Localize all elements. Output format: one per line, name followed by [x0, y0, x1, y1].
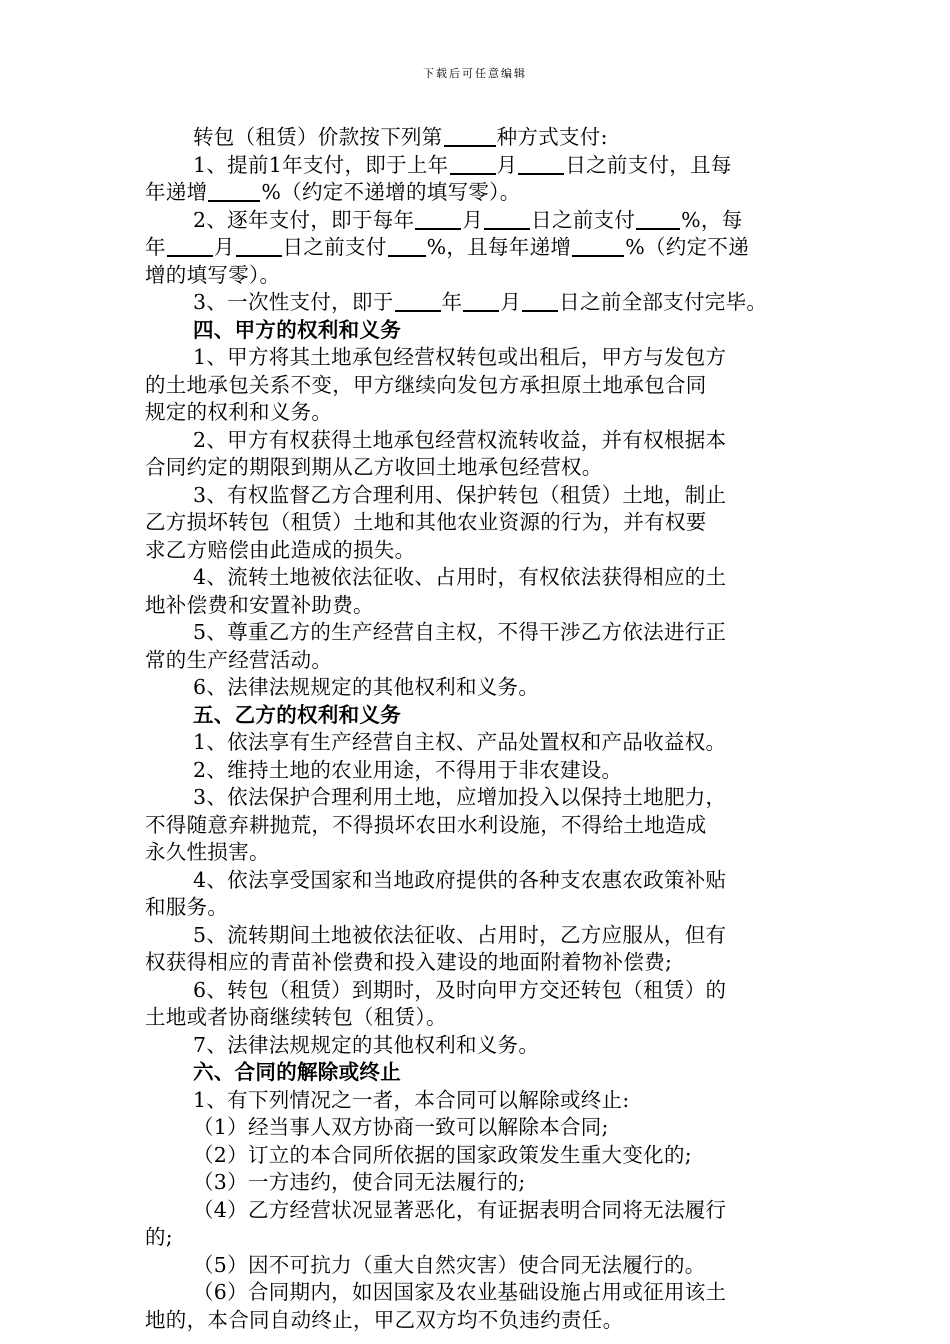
text-segment: 月	[462, 207, 484, 232]
blank-field	[484, 208, 530, 230]
text-segment: 日之前全部支付完毕。	[559, 290, 768, 314]
clause-line: 5、流转期间土地被依法征收、占用时，乙方应服从，但有	[193, 922, 727, 947]
text-segment: 日之前支付	[282, 235, 387, 259]
blank-field	[636, 208, 680, 230]
clause-line: （3）一方违约，使合同无法履行的;	[193, 1170, 526, 1194]
blank-field	[236, 235, 282, 257]
clause-line	[145, 152, 815, 180]
clause-line: 权获得相应的青苗补偿费和投入建设的地面附着物补偿费;	[145, 950, 673, 974]
text-segment: 年	[441, 290, 463, 314]
clause-line: 和服务。	[145, 895, 229, 919]
clause-line: 6、转包（租赁）到期时，及时向甲方交还转包（租赁）的	[193, 977, 727, 1002]
text-segment: %，且每年递增	[426, 235, 572, 259]
text-segment: 种方式支付:	[496, 125, 608, 149]
clause-line: 6、法律法规规定的其他权利和义务。	[193, 675, 540, 699]
text-segment: 3、一次性支付，即于	[193, 290, 394, 314]
contract-body	[145, 124, 815, 1334]
clause-line	[145, 207, 815, 235]
clause-line: 增的填写零）。	[145, 262, 281, 287]
clause-line: 1、依法享有生产经营自主权、产品处置权和产品收益权。	[193, 730, 727, 754]
text-segment: 日之前支付	[531, 207, 636, 232]
clause-line: 1、有下列情况之一者，本合同可以解除或终止:	[193, 1087, 630, 1112]
page-header-note: 下载后可任意编辑	[423, 67, 527, 80]
clause-line: 合同约定的期限到期从乙方收回土地承包经营权。	[145, 455, 603, 479]
clause-line: 土地或者协商继续转包（租赁）。	[145, 1005, 447, 1029]
clause-line: 地的，本合同自动终止，甲乙双方均不负违约责任。	[145, 1307, 624, 1332]
text-segment: 1、提前1年支付，即于上年	[193, 152, 449, 177]
clause-line: 7、法律法规规定的其他权利和义务。	[193, 1032, 540, 1057]
clause-line: 2、维持土地的农业用途，不得用于非农建设。	[193, 757, 623, 782]
blank-field	[415, 208, 461, 230]
blank-field	[518, 153, 564, 175]
blank-field	[444, 125, 496, 147]
text-segment: 月	[496, 152, 518, 177]
text-segment: 2、逐年支付，即于每年	[193, 207, 415, 232]
blank-field	[572, 235, 624, 257]
clause-line: 3、依法保护合理利用土地，应增加投入以保持土地肥力，	[193, 785, 727, 809]
blank-field	[450, 153, 496, 175]
blank-field	[208, 180, 260, 202]
text-segment: 日之前支付，且每	[565, 152, 732, 177]
section-heading-termination: 六、合同的解除或终止	[193, 1060, 401, 1084]
section-heading-party-a: 四、甲方的权利和义务	[193, 317, 401, 342]
blank-field	[522, 290, 558, 312]
clause-line: 4、依法享受国家和当地政府提供的各种支农惠农政策补贴	[193, 867, 727, 892]
text-segment: 年	[145, 235, 166, 259]
text-segment: 转包（租赁）价款按下列第	[193, 125, 443, 149]
clause-line: 的;	[145, 1225, 174, 1249]
clause-line: 4、流转土地被依法征收、占用时，有权依法获得相应的土	[193, 565, 727, 589]
clause-line: 求乙方赔偿由此造成的损失。	[145, 537, 416, 562]
clause-line: （6）合同期内，如因国家及农业基础设施占用或征用该土	[193, 1280, 727, 1304]
section-heading-party-b: 五、乙方的权利和义务	[193, 702, 401, 727]
text-segment: 月	[213, 235, 235, 259]
clause-line: （1）经当事人双方协商一致可以解除本合同;	[193, 1115, 609, 1139]
text-segment: 年递增	[145, 180, 208, 204]
clause-line: 乙方损坏转包（租赁）土地和其他农业资源的行为，并有权要	[145, 510, 707, 534]
clause-line: 常的生产经营活动。	[145, 647, 333, 672]
clause-line: 规定的权利和义务。	[145, 400, 333, 424]
clause-line: （5）因不可抗力（重大自然灾害）使合同无法履行的。	[193, 1252, 706, 1277]
clause-line: 永久性损害。	[145, 840, 270, 864]
text-segment: %（约定不递	[625, 235, 749, 259]
clause-line: 的土地承包关系不变，甲方继续向发包方承担原土地承包合同	[145, 372, 707, 397]
blank-field	[388, 235, 426, 257]
payment-method-line	[145, 124, 815, 152]
clause-line: 不得随意弃耕抛荒，不得损坏农田水利设施，不得给土地造成	[145, 812, 707, 837]
clause-line: 地补偿费和安置补助费。	[145, 592, 374, 617]
clause-line	[145, 179, 815, 207]
text-segment: 月	[500, 290, 522, 314]
clause-line	[145, 234, 815, 262]
text-segment: %，每	[681, 207, 743, 232]
text-segment: %（约定不递增的填写零）。	[261, 180, 521, 204]
clause-line: 2、甲方有权获得土地承包经营权流转收益，并有权根据本	[193, 427, 727, 452]
blank-field	[167, 235, 213, 257]
clause-line: （4）乙方经营状况显著恶化，有证据表明合同将无法履行	[193, 1197, 727, 1222]
clause-line: （2）订立的本合同所依据的国家政策发生重大变化的;	[193, 1142, 692, 1167]
clause-line	[145, 289, 815, 317]
blank-field	[395, 290, 441, 312]
clause-line: 1、甲方将其土地承包经营权转包或出租后，甲方与发包方	[193, 345, 727, 369]
clause-line: 3、有权监督乙方合理利用、保护转包（租赁）土地，制止	[193, 482, 727, 507]
blank-field	[463, 290, 499, 312]
clause-line: 5、尊重乙方的生产经营自主权，不得干涉乙方依法进行正	[193, 620, 727, 644]
